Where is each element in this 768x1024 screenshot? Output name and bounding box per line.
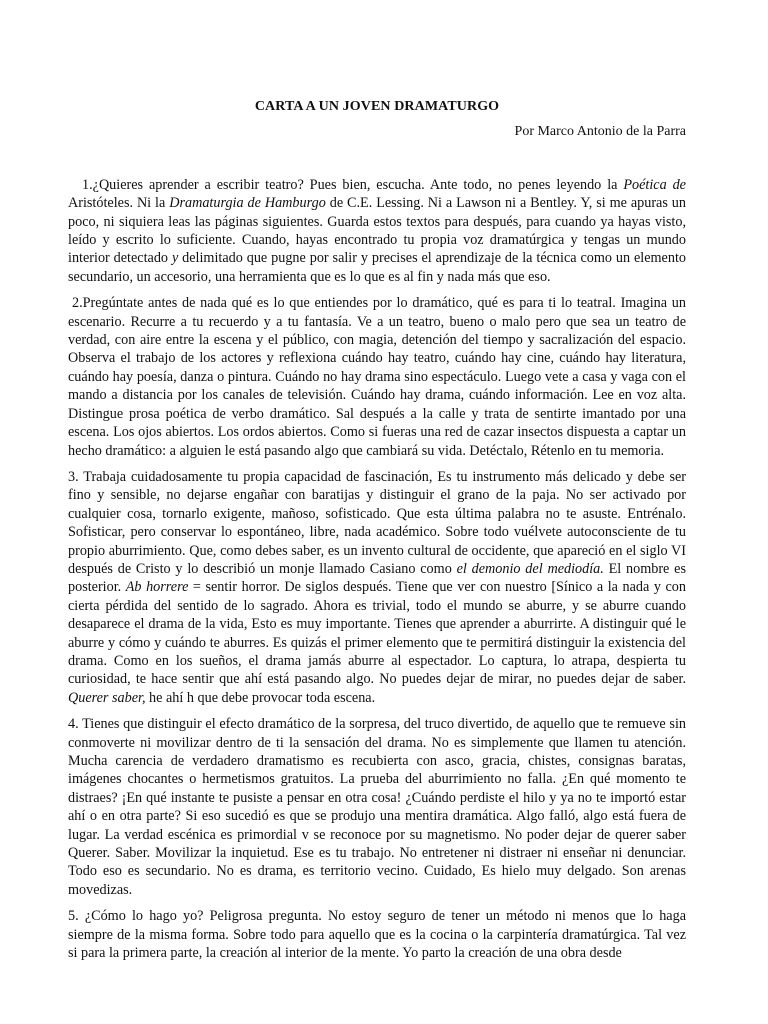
paragraph-1-text-c: Aristóteles. Ni la <box>68 195 170 212</box>
paragraph-3 <box>68 468 686 707</box>
paragraph-1-italic-dramaturgia: Dramaturgia de Hamburgo <box>169 195 326 212</box>
document-title: CARTA A UN JOVEN DRAMATURGO <box>254 99 500 114</box>
paragraph-3-text-a: 3. Trabaja cuidadosamente tu propia capacidad de fascinación, Es tu instrumento más delicado y debe ser fino y sensible, no dejarse engañar con baratijas y distinguir el grano de la paja. No ser activado por cualquier cosa, tornarlo exigente, mañoso, sofisticado. Que esta última palabra no te asuste. Entrénalo. Sofisticar, pero conservar lo espontáneo, libre, nada académico. Sobre todo vuélvete autoconsciente de tu propio aburrimiento. Que, como debes saber, es un invento cultural de occidente, que apareció en el siglo VI después de Cristo y lo describió un monje llamado Casiano como <box>68 468 686 577</box>
paragraph-1-italic-poetica: Poética de <box>623 176 686 193</box>
paragraph-1-italic-y: y <box>171 250 179 267</box>
paragraph-3-italic-demonio: el demonio del mediodía. <box>456 560 604 577</box>
paragraph-2: 2.Pregúntate antes de nada qué es lo que entiendes por lo dramático, qué es para ti lo teatral. Imagina un escenario. Recurre a tu recuerdo y a tu fantasía. Ve a un teatro, bueno o malo pero que sea un teatro de verdad, con aire entre la escena y el público, con magia, detención del tiempo y sacralización del espacio. Observa el trabajo de los actores y reflexiona cuándo hay teatro, cuándo hay cine, cuándo hay literatura, cuándo hay poesía, danza o pintura. Cuándo no hay drama sino espectáculo. Luego vete a casa y vaga con el mando a distancia por los canales de televisión. Cuándo hay drama, cuándo información. Lee en voz alta. Distingue prosa poética de verbo dramático. Sal después a la calle y trata de sentirte imantado por una escena. Los ojos abiertos. Los ordos abiertos. Como si fueras una red de cazar insectos dispuesta a captar un hecho dramático: a alguien le está pasando algo que cambiará su vida. Detéctalo, Rétenlo en tu memoria. <box>68 295 686 459</box>
paragraph-5: 5. ¿Cómo lo hago yo? Peligrosa pregunta. No estoy seguro de tener un método ni menos que lo haga siempre de la misma forma. Sobre todo para aquello que es la cocina o la carpintería dramatúrgica. Tal vez si para la primera parte, la creación al interior de la mente. Yo parto la creación de una obra desde <box>68 908 686 962</box>
paragraph-3-italic-querer-saber: Querer saber, <box>68 689 146 706</box>
paragraph-1-text-e: de C.E. Lessing. Ni a Lawson ni a Bentley. Y, si me apuras un poco, ni siquiera leas las páginas siguientes. Guarda estos textos para después, para cuando ya hayas visto, leído y escrito lo suficiente. Cuando, hayas encontrado tu propia voz dramatúrgica y tengas un mundo interior detectado <box>68 195 686 267</box>
document-author: Por Marco Antonio de la Parra <box>514 124 686 140</box>
paragraph-3-italic-ab-horrere: Ab horrere <box>125 579 189 596</box>
paragraph-1-text-g: delimitado que pugne por salir y precises el aprendizaje de la técnica como un elemento secundario, un accesorio, una herramienta que es lo que es al fin y nada más que eso. <box>68 250 686 285</box>
paragraph-3-text-e: = sentir horror. De siglos después. Tiene que ver con nuestro [Sínico a la nada y con cierta pérdida del sentido de lo sagrado. Ahora es trivial, todo el mundo se aburre, y se aburre cuando desaparece el drama de la vida, Esto es muy importante. Tienes que aprender a aburrirte. A distinguir qué le aburre y cómo y cuándo te aburres. Es quizás el primer elemento que te permitirá distinguir la existencia del drama. Como en los sueños, el drama jamás aburre al espectador. Lo captura, lo atrapa, despierta tu curiosidad, te hace sentir que ahí está pasando algo. No puedes dejar de mirar, no puedes dejar de saber. <box>68 579 686 688</box>
paragraph-1 <box>68 176 686 286</box>
document-page <box>68 98 686 970</box>
paragraph-4: 4. Tienes que distinguir el efecto dramático de la sorpresa, del truco divertido, de aquello que te remueve sin conmoverte ni movilizar dentro de ti la sensación del drama. No es simplemente que llamen tu atención. Mucha carencia de verdadero dramatismo es recubierta con asco, gracia, chistes, consignas baratas, imágenes chocantes o hermetismos gratuitos. La prueba del aburrimiento no falla. ¿En qué momento te distraes? ¡En qué instante te pusiste a pensar en otra cosa! ¿Cuándo perdiste el hilo y ya no te importó estar ahí o en otra parte? Si eso sucedió es que se produjo una mentira dramática. Algo falló, algo está fuera de lugar. La verdad escénica es primordial v se reconoce por su magnetismo. No poder dejar de querer saber Querer. Saber. Movilizar la inquietud. Ese es tu trabajo. No entretener ni distraer ni enseñar ni denunciar. Todo eso es secundario. No es drama, es territorio vecino. Cuidado, Es hielo muy delgado. Son arenas movedizas. <box>68 716 686 898</box>
paragraph-3-text-c: El nombre es posterior. <box>68 560 686 596</box>
paragraph-3-text-g: he ahí h que debe provocar toda escena. <box>145 689 376 706</box>
paragraph-1-text-a: 1.¿Quieres aprender a escribir teatro? Pues bien, escucha. Ante todo, no penes leyendo la <box>82 176 624 193</box>
